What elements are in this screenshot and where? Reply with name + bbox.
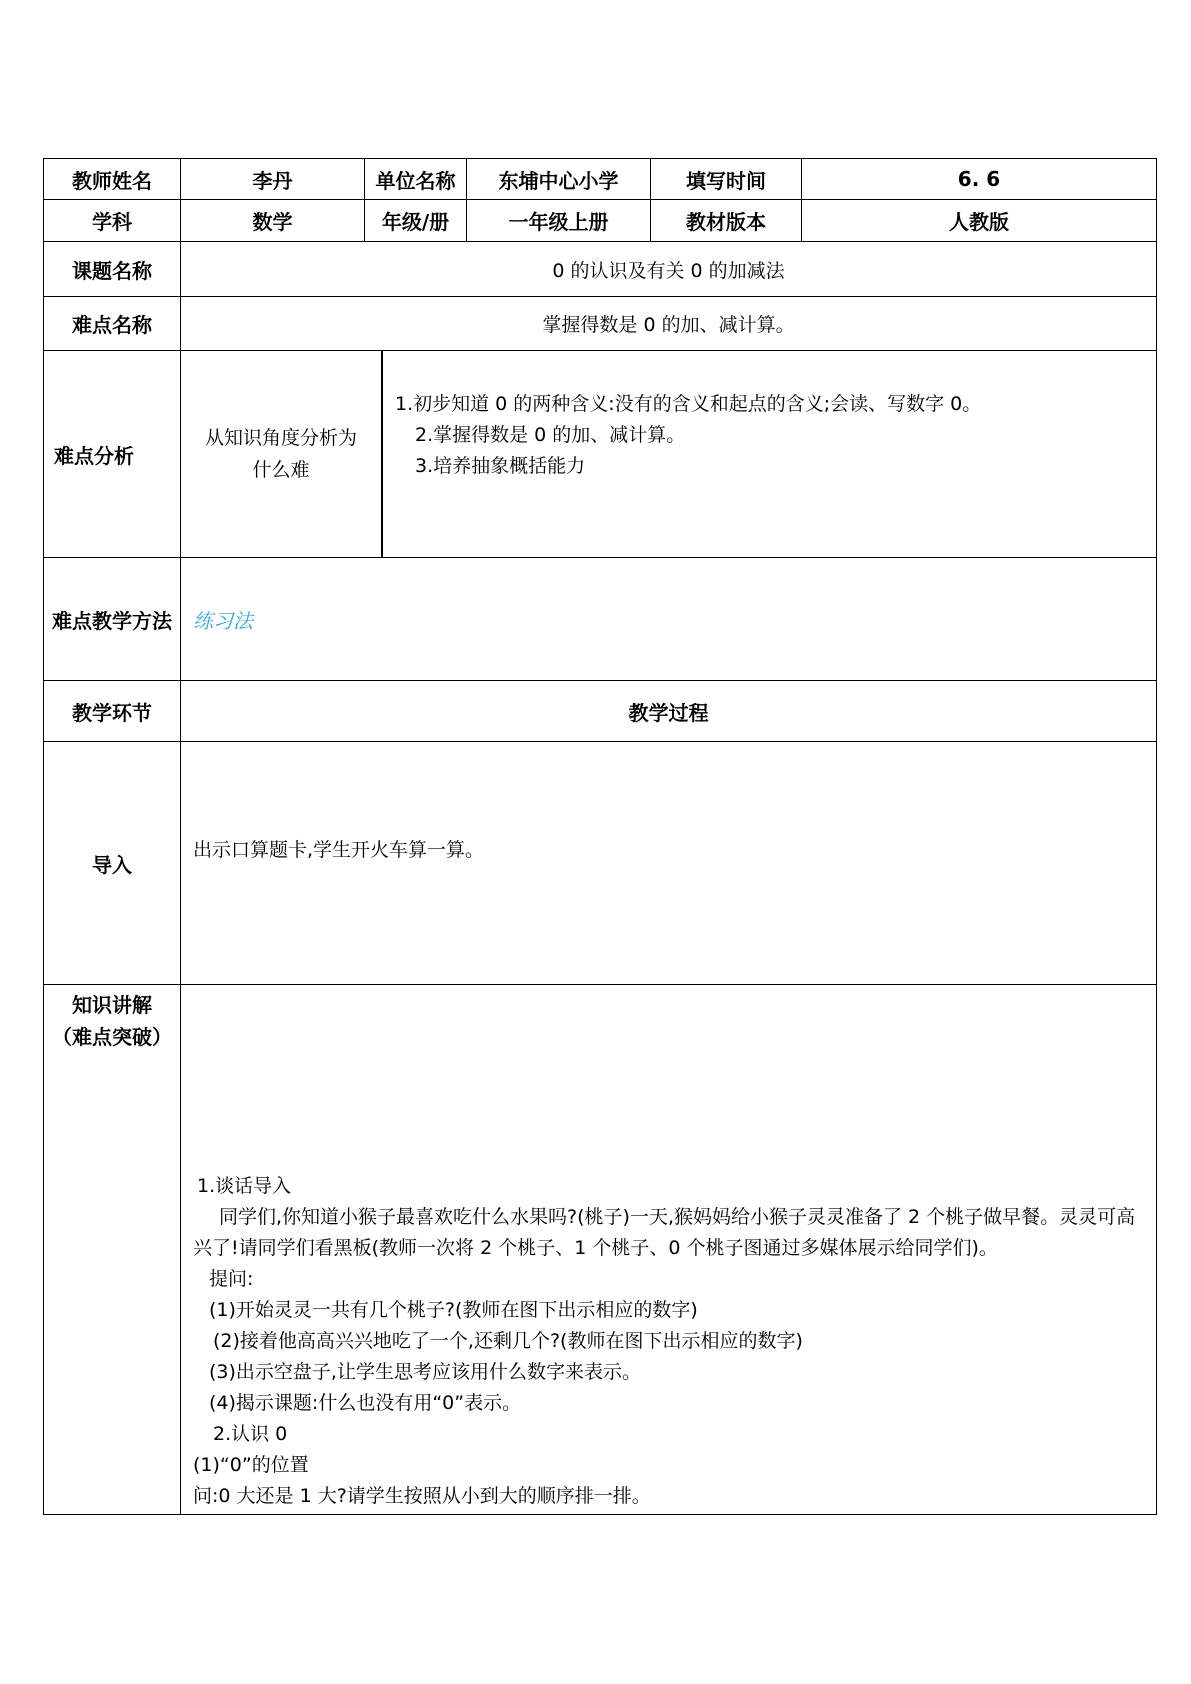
knowledge-content — [181, 985, 1157, 1515]
process-line: 1.谈话导入 — [197, 1175, 292, 1197]
analysis-inner-table — [181, 351, 1156, 557]
row-subject-info — [44, 200, 1157, 242]
process-line: 提问: — [209, 1268, 254, 1290]
row-teacher-info — [44, 159, 1157, 200]
analysis-label: 难点分析 — [44, 351, 181, 558]
analysis-point: 2.掌握得数是 0 的加、减计算。 — [415, 424, 686, 446]
analysis-point: 3.培养抽象概括能力 — [415, 455, 586, 477]
process-line: 问:0 大还是 1 大?请学生按照从小到大的顺序排一排。 — [193, 1485, 651, 1507]
process-line: (1)开始灵灵一共有几个桃子?(教师在图下出示相应的数字) — [209, 1299, 698, 1321]
analysis-content — [181, 351, 1157, 558]
subject-value: 数学 — [181, 200, 365, 242]
method-value: 练习法 — [181, 558, 1157, 681]
subject-label: 学科 — [44, 200, 181, 242]
process-header: 教学过程 — [181, 681, 1157, 742]
analysis-points — [382, 351, 1156, 557]
date-value: 6. 6 — [802, 159, 1157, 200]
process-line: 2.认识 0 — [213, 1423, 288, 1445]
difficulty-label: 难点名称 — [44, 297, 181, 351]
stage-header: 教学环节 — [44, 681, 181, 742]
row-topic — [44, 242, 1157, 297]
unit-label: 单位名称 — [365, 159, 467, 200]
intro-content: 出示口算题卡,学生开火车算一算。 — [181, 742, 1157, 985]
knowledge-label-line2: （难点突破） — [52, 1025, 172, 1049]
knowledge-label — [44, 985, 181, 1515]
teacher-label: 教师姓名 — [44, 159, 181, 200]
grade-value: 一年级上册 — [467, 200, 651, 242]
difficulty-value: 掌握得数是 0 的加、减计算。 — [181, 297, 1157, 351]
lesson-plan-table — [43, 158, 1157, 1515]
process-line: (4)揭示课题:什么也没有用“0”表示。 — [209, 1392, 522, 1414]
row-knowledge — [44, 985, 1157, 1515]
row-method — [44, 558, 1157, 681]
process-line: (1)“0”的位置 — [193, 1454, 309, 1476]
analysis-point: 1.初步知道 0 的两种含义:没有的含义和起点的含义;会读、写数字 0。 — [395, 393, 982, 415]
topic-value: 0 的认识及有关 0 的加减法 — [181, 242, 1157, 297]
date-label: 填写时间 — [651, 159, 802, 200]
process-line: (2)接着他高高兴兴地吃了一个,还剩几个?(教师在图下出示相应的数字) — [213, 1330, 803, 1352]
row-intro — [44, 742, 1157, 985]
grade-label: 年级/册 — [365, 200, 467, 242]
intro-label: 导入 — [44, 742, 181, 985]
topic-label: 课题名称 — [44, 242, 181, 297]
row-process-header — [44, 681, 1157, 742]
process-line: (3)出示空盘子,让学生思考应该用什么数字来表示。 — [209, 1361, 641, 1383]
teacher-value: 李丹 — [181, 159, 365, 200]
edition-label: 教材版本 — [651, 200, 802, 242]
knowledge-label-line1: 知识讲解 — [72, 993, 152, 1017]
row-difficulty — [44, 297, 1157, 351]
edition-value: 人教版 — [802, 200, 1157, 242]
unit-value: 东埔中心小学 — [467, 159, 651, 200]
method-label: 难点教学方法 — [44, 558, 181, 681]
row-analysis — [44, 351, 1157, 558]
analysis-sub-label: 从知识角度分析为什么难 — [204, 427, 357, 481]
process-line: 同学们,你知道小猴子最喜欢吃什么水果吗?(桃子)一天,猴妈妈给小猴子灵灵准备了 2 个桃子做早餐。灵灵可高兴了!请同学们看黑板(教师一次将 2 个桃子、1 个桃子、0 个桃子图通过多媒体展示给同学们)。 — [193, 1206, 1136, 1259]
